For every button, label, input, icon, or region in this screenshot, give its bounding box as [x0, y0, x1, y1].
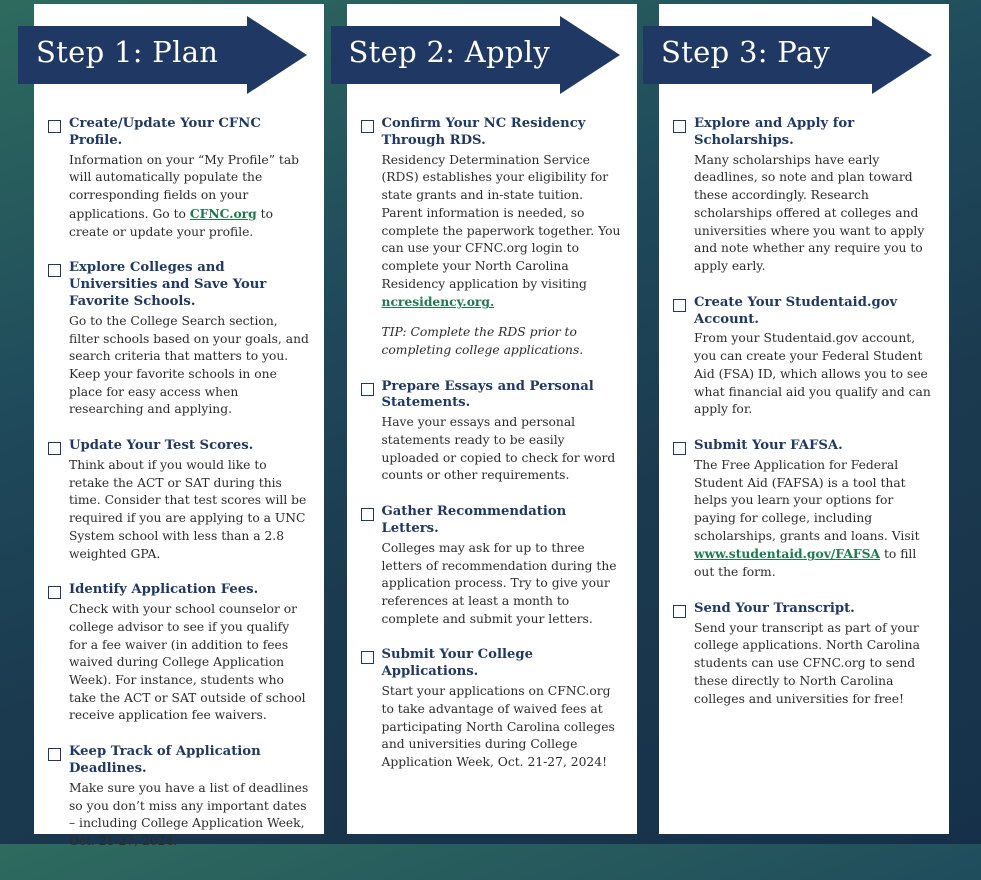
- checklist-items: [34, 94, 324, 880]
- inline-link[interactable]: ncresidency.org.: [381, 294, 495, 310]
- checklist-item: [673, 295, 935, 419]
- step-banner: [643, 16, 951, 94]
- checklist-item-title: Create Your Studentaid.gov Account.: [694, 294, 898, 327]
- inline-link[interactable]: CFNC.org: [189, 205, 257, 221]
- checklist-item-text: [382, 683, 623, 772]
- checkbox-icon[interactable]: [361, 508, 374, 521]
- checklist-item-text: [382, 414, 623, 485]
- checkbox-icon[interactable]: [361, 120, 374, 133]
- text-run: From your Studentaid.gov account, you can create your Federal Student Aid (FSA) ID, which allows you to see what financial aid you qualify and can apply for.: [694, 331, 931, 417]
- checkbox-icon[interactable]: [48, 264, 61, 277]
- checklist-item-body: [694, 601, 935, 708]
- checklist-item-title: Submit Your College Applications.: [381, 647, 533, 680]
- checklist-item-body: [694, 438, 935, 582]
- checklist-item: [361, 116, 623, 360]
- text-run: Think about if you would like to retake the ACT or SAT during this time. Consider that test scores will be required if you are applying to a UNC System school with less than a 2.8 weighted GPA.: [69, 458, 307, 561]
- step-title: Step 2: Apply: [348, 35, 551, 69]
- checklist-item-title: Identify Application Fees.: [69, 582, 259, 598]
- checklist-item-text: [382, 152, 623, 312]
- banner-arrow-icon: [872, 16, 932, 94]
- text-run: Colleges may ask for up to three letters of recommendation during the application process. Try to give your references at least a month to complete and submit your letters.: [381, 540, 617, 626]
- checklist-item-title: Explore and Apply for Scholarships.: [694, 116, 855, 148]
- text-run: to fill out the form.: [694, 547, 917, 580]
- checkbox-icon[interactable]: [673, 299, 686, 312]
- checklist-item-body: [382, 504, 623, 628]
- checklist-item: [361, 379, 623, 486]
- tip-note: TIP: Complete the RDS prior to completing college applications.: [381, 325, 584, 357]
- checklist-item-text: [69, 601, 310, 725]
- checklist-item: [48, 744, 310, 851]
- text-run: Send your transcript as part of your college applications. North Carolina students can use CFNC.org to send these directly to North Carolina colleges and universities for free!: [694, 620, 920, 706]
- checklist-item: [48, 116, 310, 241]
- checklist-item-text: [694, 330, 935, 419]
- text-run: Have your essays and personal statements ready to be easily uploaded or copied to check for word counts or other requirements.: [381, 415, 616, 483]
- checklist-item: [673, 438, 935, 582]
- checklist-item-title: Keep Track of Application Deadlines.: [69, 744, 261, 776]
- checklist-item: [673, 601, 935, 708]
- text-run: The Free Application for Federal Student Aid (FAFSA) is a tool that helps you learn your options for paying for college, including scholarships, grants and loans. Visit: [694, 457, 920, 543]
- checklist-item-title: Prepare Essays and Personal Statements.: [381, 378, 594, 411]
- checklist-item: [48, 582, 310, 725]
- checklist-item-title: Confirm Your NC Residency Through RDS.: [381, 116, 586, 148]
- checkbox-icon[interactable]: [48, 748, 61, 761]
- step-banner: [331, 16, 639, 94]
- checklist-item-title: Create/Update Your CFNC Profile.: [69, 116, 261, 148]
- checklist-item-body: [69, 260, 310, 419]
- checklist-item-title: Update Your Test Scores.: [69, 438, 254, 454]
- checklist-item: [361, 647, 623, 771]
- checkbox-icon[interactable]: [361, 651, 374, 664]
- checklist-items: [659, 94, 949, 737]
- checklist-item: [48, 260, 310, 419]
- checkbox-icon[interactable]: [673, 442, 686, 455]
- step-banner: [18, 16, 326, 94]
- text-run: Make sure you have a list of deadlines so you don’t miss any important dates – including College Application Week, Oct. 21-27, 2024.: [69, 780, 309, 848]
- checklist-item-title: Explore Colleges and Universities and Save Your Favorite Schools.: [69, 260, 267, 310]
- column-step-1: [34, 4, 324, 848]
- checklist-item-title: Submit Your FAFSA.: [694, 438, 843, 453]
- checkbox-icon[interactable]: [673, 120, 686, 133]
- text-run: Check with your school counselor or college advisor to see if you qualify for a fee waiver (in addition to fees waived during College Application Week). For instance, students who take the ACT or SAT outside of school receive application fee waivers.: [69, 602, 306, 723]
- checklist-item-body: [382, 647, 623, 771]
- checklist-item-body: [69, 438, 310, 563]
- checklist-item-text: [69, 457, 310, 563]
- checkbox-icon[interactable]: [48, 586, 61, 599]
- step-title: Step 1: Plan: [36, 35, 219, 69]
- checklist-item-text: [694, 152, 935, 276]
- column-step-2: [347, 4, 637, 834]
- checkbox-icon[interactable]: [673, 605, 686, 618]
- checklist-item-body: [382, 379, 623, 486]
- text-run: Many scholarships have early deadlines, so note and plan toward these accordingly. Research scholarships offered at colleges and universities where you want to apply and note whether any require you to apply early.: [694, 152, 925, 273]
- checklist-item-title: Send Your Transcript.: [694, 600, 855, 616]
- checklist-item-body: [69, 582, 310, 725]
- checkbox-icon[interactable]: [361, 383, 374, 396]
- checklist-item-body: [694, 116, 935, 276]
- checklist-item: [361, 504, 623, 628]
- checklist-item-text: [382, 540, 623, 629]
- checklist-item-text: [69, 152, 310, 242]
- banner-arrow-icon: [247, 16, 307, 94]
- checklist-items: [347, 94, 637, 801]
- checklist-item: [48, 438, 310, 563]
- checkbox-icon[interactable]: [48, 120, 61, 133]
- text-run: Information on your “My Profile” tab will automatically populate the corresponding fields on your applications. Go to: [69, 152, 300, 221]
- banner-arrow-icon: [560, 16, 620, 94]
- column-step-3: [659, 4, 949, 834]
- checklist-item-text: [694, 457, 935, 582]
- checklist-item-body: [694, 295, 935, 419]
- checklist-item-title: Gather Recommendation Letters.: [381, 504, 567, 536]
- step-title: Step 3: Pay: [661, 35, 831, 69]
- checklist-item-body: [69, 744, 310, 851]
- checklist-item-text: [694, 620, 935, 709]
- checklist-item-body: [382, 116, 623, 360]
- checklist-item-text: [69, 780, 310, 851]
- checklist-item-text: [69, 313, 310, 419]
- checklist-item: [673, 116, 935, 276]
- text-run: Residency Determination Service (RDS) establishes your eligibility for state grants and in-state tuition. Parent information is needed, so complete the paperwork together. You can use your CFNC.org login to complete your North Carolina Residency application by visiting: [381, 152, 621, 291]
- inline-link[interactable]: www.studentaid.gov/FAFSA: [694, 546, 881, 562]
- text-run: to create or update your profile.: [69, 206, 274, 239]
- checklist-item-body: [69, 116, 310, 241]
- text-run: Go to the College Search section, filter schools based on your goals, and search criteria that matters to you. Keep your favorite schools in one place for easy access when researching and applying.: [69, 313, 309, 417]
- checkbox-icon[interactable]: [48, 442, 61, 455]
- text-run: Start your applications on CFNC.org to take advantage of waived fees at participating North Carolina colleges and universities during College Application Week, Oct. 21-27, 2024!: [381, 684, 615, 769]
